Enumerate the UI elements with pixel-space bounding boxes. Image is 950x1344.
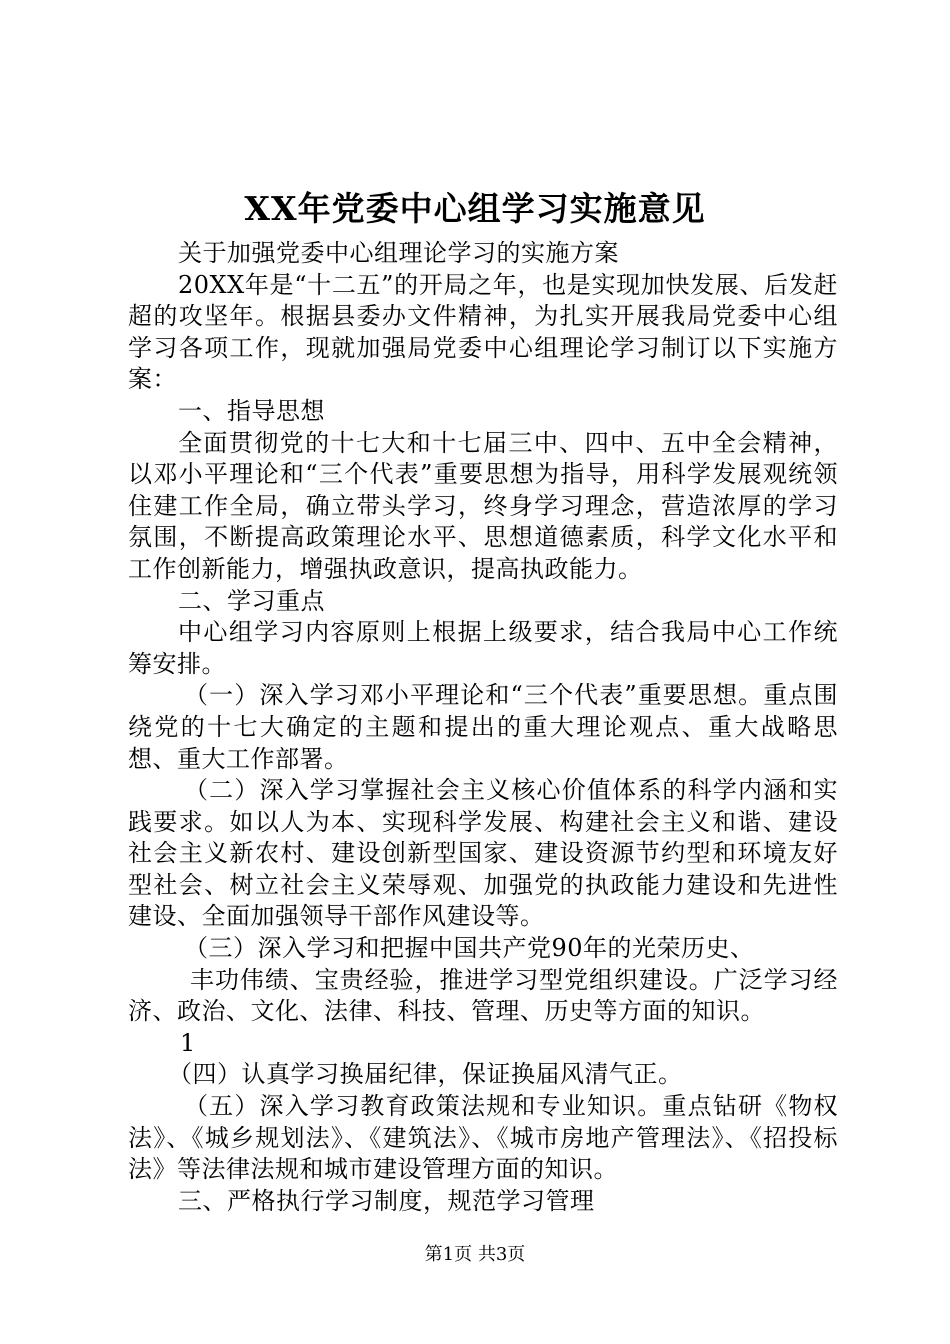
study-item-4: （四）认真学习换届纪律，保证换届风清气正。 [168,1060,683,1089]
study-focus-paragraph: 中心组学习内容原则上根据上级要求，结合我局中心工作统筹安排。 [128,618,838,678]
section-heading-guiding-thought: 一、指导思想 [178,396,325,425]
document-body [128,238,838,1217]
page-number-marker: 1 [180,1028,196,1057]
study-item-3-continued: 丰功伟绩、宝贵经验，推进学习型党组织建设。广泛学习经济、政治、文化、法律、科技、管理、历史等方面的知识。 [128,965,838,1026]
section-heading-study-system: 三、严格执行学习制度，规范学习管理 [178,1186,595,1215]
study-item-1: （一）深入学习邓小平理论和“三个代表”重要思想。重点围绕党的十七大确定的主题和提出的重大理论观点、重大战略思想、重大工作部署。 [128,681,838,773]
document-title: XX年党委中心组学习实施意见 [244,189,706,228]
guiding-thought-paragraph: 全面贯彻党的十七大和十七届三中、四中、五中全会精神，以邓小平理论和“三个代表”重要思想为指导，用科学发展观统领住建工作全局，确立带头学习，终身学习理念，营造浓厚的学习氛围，不断提高政策理论水平、思想道德素质，科学文化水平和工作创新能力，增强执政意识，提高执政能力。 [128,428,838,583]
section-heading-study-focus: 二、学习重点 [178,586,325,615]
subtitle-paragraph: 关于加强党委中心组理论学习的实施方案 [178,239,619,267]
intro-paragraph: 20XX年是“十二五”的开局之年，也是实现加快发展、后发赶超的攻坚年。根据县委办文件精神，为扎实开展我局党委中心组学习各项工作，现就加强局党委中心组理论学习制订以下实施方案： [128,270,838,394]
study-item-2: （二）深入学习掌握社会主义核心价值体系的科学内涵和实践要求。如以人为本、实现科学发展、构建社会主义和谐、建设社会主义新农村、建设创新型国家、建设资源节约型和环境友好型社会、树立社会主义荣辱观、加强党的执政能力建设和先进性建设、全面加强领导干部作风建设等。 [128,776,838,931]
page-footer: 第1页 共3页 [424,1244,526,1265]
study-item-3: （三）深入学习和把握中国共产党90年的光荣历史、 [184,934,755,963]
study-item-5: （五）深入学习教育政策法规和专业知识。重点钻研《物权法》、《城乡规划法》、《建筑法》、《城市房地产管理法》、《招投标法》等法律法规和城市建设管理方面的知识。 [128,1092,838,1184]
